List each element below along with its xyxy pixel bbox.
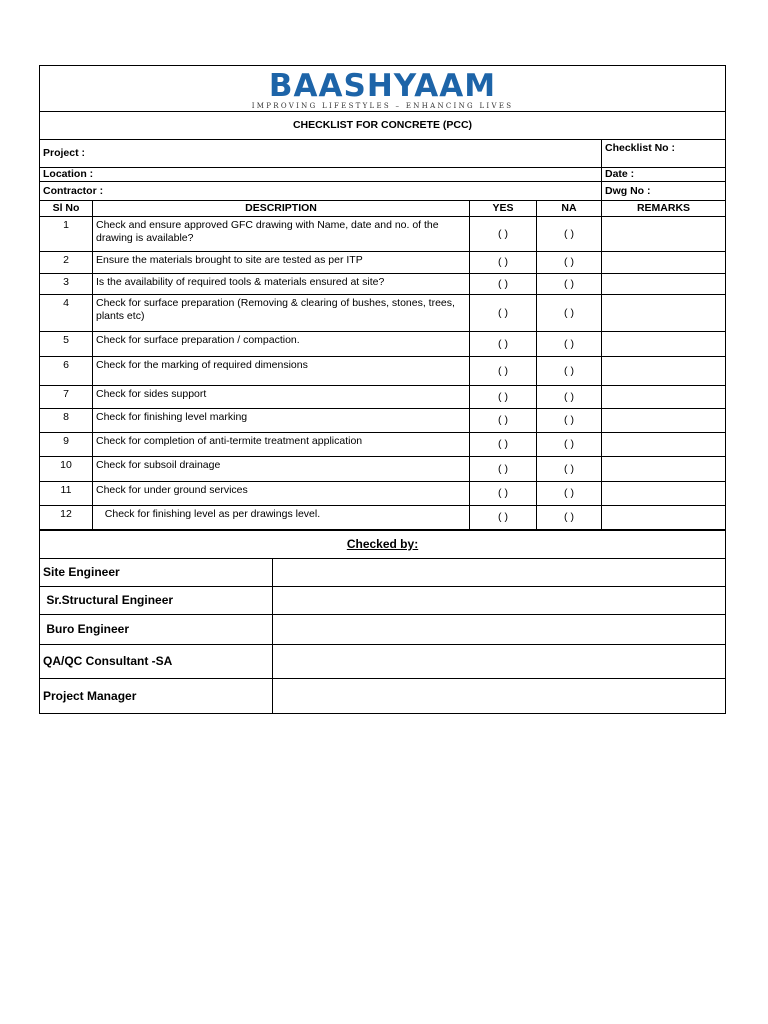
row-na-option[interactable]: ( ) [537,506,602,530]
row-remarks[interactable] [602,295,726,332]
row-remarks[interactable] [602,482,726,506]
row-yes-option[interactable]: ( ) [470,274,537,295]
row-description: Ensure the materials brought to site are tested as per ITP [93,252,470,274]
row-description: Check for surface preparation (Removing & clearing of bushes, stones, trees, plants etc) [93,295,470,332]
row-na-option[interactable]: ( ) [537,457,602,482]
table-row [40,506,726,530]
row-description: Check for subsoil drainage [93,457,470,482]
row-sl-number: 9 [40,433,93,457]
row-remarks[interactable] [602,409,726,433]
row-na-option[interactable]: ( ) [537,357,602,386]
column-header-yes: YES [470,201,537,217]
logo-cell [40,66,726,112]
row-sl-number: 2 [40,252,93,274]
row-na-option[interactable]: ( ) [537,332,602,357]
signature-table [39,530,726,714]
row-sl-number: 10 [40,457,93,482]
table-row [40,409,726,433]
contractor-field: Contractor : [40,182,602,201]
row-remarks[interactable] [602,433,726,457]
column-header-remarks: REMARKS [602,201,726,217]
company-tagline: IMPROVING LIFESTYLES – ENHANCING LIVES [251,101,514,110]
checked-by-heading: Checked by: [40,531,726,559]
row-description: Check and ensure approved GFC drawing with Name, date and no. of the drawing is available? [93,217,470,252]
row-sl-number: 5 [40,332,93,357]
document-title: CHECKLIST FOR CONCRETE (PCC) [40,112,726,140]
row-yes-option[interactable]: ( ) [470,295,537,332]
signatory-role: QA/QC Consultant -SA [40,645,273,679]
row-yes-option[interactable]: ( ) [470,457,537,482]
row-na-option[interactable]: ( ) [537,217,602,252]
row-remarks[interactable] [602,274,726,295]
signature-row [40,645,726,679]
row-yes-option[interactable]: ( ) [470,217,537,252]
row-remarks[interactable] [602,506,726,530]
dwg-no-field: Dwg No : [602,182,726,201]
row-na-option[interactable]: ( ) [537,433,602,457]
checklist-sheet [39,65,725,714]
table-row [40,332,726,357]
signature-row [40,615,726,645]
signature-row [40,679,726,714]
row-sl-number: 8 [40,409,93,433]
row-remarks[interactable] [602,217,726,252]
row-sl-number: 6 [40,357,93,386]
signature-field[interactable] [273,559,726,587]
signature-field[interactable] [273,645,726,679]
signatory-role: Project Manager [40,679,273,714]
row-yes-option[interactable]: ( ) [470,386,537,409]
table-row [40,482,726,506]
date-field: Date : [602,168,726,182]
table-row [40,252,726,274]
row-remarks[interactable] [602,332,726,357]
row-description: Check for surface preparation / compaction. [93,332,470,357]
signature-row [40,559,726,587]
row-description: Check for finishing level as per drawings level. [93,506,470,530]
row-description: Check for finishing level marking [93,409,470,433]
row-yes-option[interactable]: ( ) [470,252,537,274]
table-row [40,433,726,457]
row-na-option[interactable]: ( ) [537,409,602,433]
row-yes-option[interactable]: ( ) [470,433,537,457]
row-description: Is the availability of required tools & materials ensured at site? [93,274,470,295]
row-sl-number: 1 [40,217,93,252]
signature-field[interactable] [273,615,726,645]
row-na-option[interactable]: ( ) [537,386,602,409]
table-row [40,357,726,386]
row-remarks[interactable] [602,357,726,386]
row-yes-option[interactable]: ( ) [470,357,537,386]
table-row [40,217,726,252]
signatory-role: Buro Engineer [40,615,273,645]
signatory-role: Site Engineer [40,559,273,587]
signatory-role: Sr.Structural Engineer [40,587,273,615]
project-field: Project : [40,140,602,168]
row-na-option[interactable]: ( ) [537,295,602,332]
row-sl-number: 3 [40,274,93,295]
row-remarks[interactable] [602,386,726,409]
row-yes-option[interactable]: ( ) [470,506,537,530]
row-na-option[interactable]: ( ) [537,252,602,274]
row-na-option[interactable]: ( ) [537,274,602,295]
column-header-sl: Sl No [40,201,93,217]
row-sl-number: 11 [40,482,93,506]
column-header-description: DESCRIPTION [93,201,470,217]
signature-row [40,587,726,615]
row-yes-option[interactable]: ( ) [470,332,537,357]
row-description: Check for under ground services [93,482,470,506]
table-row [40,295,726,332]
row-yes-option[interactable]: ( ) [470,409,537,433]
checklist-table [39,65,726,530]
row-sl-number: 4 [40,295,93,332]
column-header-na: NA [537,201,602,217]
signature-field[interactable] [273,587,726,615]
row-description: Check for sides support [93,386,470,409]
table-row [40,274,726,295]
row-yes-option[interactable]: ( ) [470,482,537,506]
row-na-option[interactable]: ( ) [537,482,602,506]
checklist-no-field: Checklist No : [602,140,726,168]
row-sl-number: 12 [40,506,93,530]
row-remarks[interactable] [602,457,726,482]
company-logo: BAASHYAAM [268,67,497,104]
row-description: Check for the marking of required dimensions [93,357,470,386]
row-description: Check for completion of anti-termite treatment application [93,433,470,457]
table-row [40,457,726,482]
location-field: Location : [40,168,602,182]
row-remarks[interactable] [602,252,726,274]
row-sl-number: 7 [40,386,93,409]
table-row [40,386,726,409]
signature-field[interactable] [273,679,726,714]
